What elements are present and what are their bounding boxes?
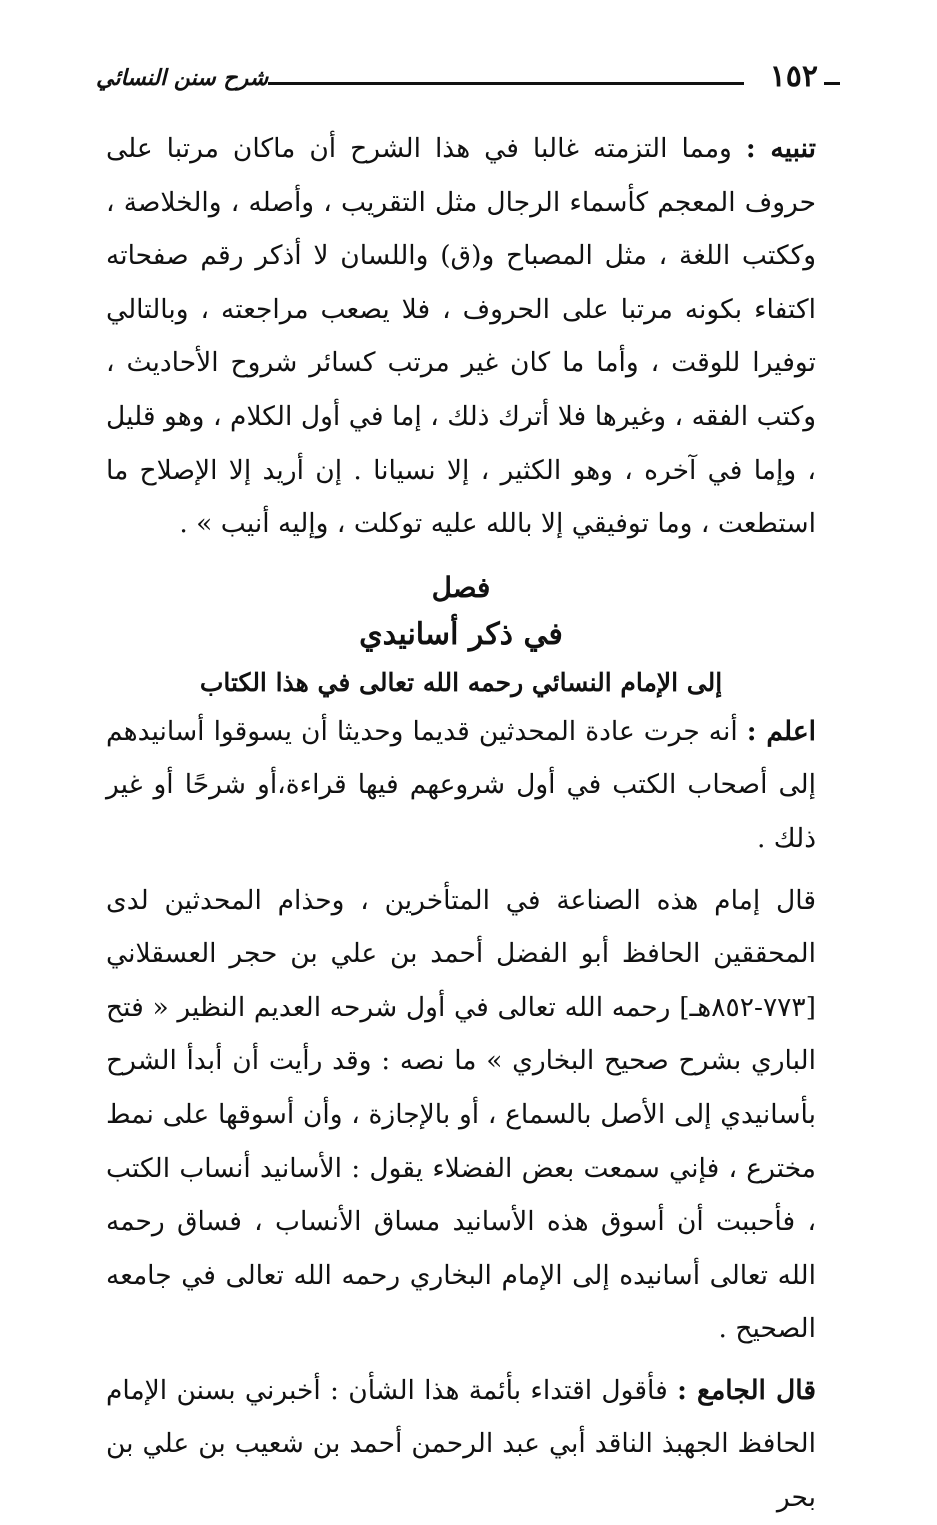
ilam-text: أنه جرت عادة المحدثين قديما وحديثا أن يسوقوا أسانيدهم إلى أصحاب الكتب في أول شروعهم فيها قراءة،أو شرحًا أو غير ذلك . [106,715,816,854]
qala-jami-text: فأقول اقتداء بأئمة هذا الشأن : أخبرني بسنن الإمام الحافظ الجهبذ الناقد أبي عبد الرحمن أحمد بن شعيب بن علي بن بحر [106,1374,816,1514]
qala-jami-paragraph [106,1364,816,1525]
page-number: ١٥٢ [769,59,818,94]
page-body [106,122,816,1525]
tanbih-text: ومما التزمته غالبا في هذا الشرح أن ماكان مرتبا على حروف المعجم كأسماء الرجال مثل التقريب ، وأصله ، والخلاصة ، وككتب اللغة ، مثل المصباح و(ق) واللسان لا أذكر رقم صفحاته اكتفاء بكونه مرتبا على الحروف ، فلا يصعب مراجعته ، وبالتالي توفيرا للوقت ، وأما ما كان غير مرتب كسائر شروح الأحاديث ، وكتب الفقه ، وغيرها فلا أترك ذلك ، إما في أول الكلام ، وهو قليل ، وإما في آخره ، وهو الكثير ، إلا نسيانا . إن أريد إلا الإصلاح ما استطعت ، وما توفيقي إلا بالله عليه توكلت ، وإليه أنيب » . [106,133,816,540]
running-header [96,58,818,98]
ibn-hajar-text: قال إمام هذه الصناعة في المتأخرين ، وحذام المحدثين لدى المحققين الحافظ أبو الفضل أحمد بن علي بن حجر العسقلاني [٧٧٣-٨٥٢هـ] رحمه الله تعالى في أول شرحه العديم النظير « فتح الباري بشرح صحيح البخاري » ما نصه : وقد رأيت أن أبدأ الشرح بأسانيدي إلى الأصل بالسماع ، أو بالإجازة ، وأن أسوقها على نمط مخترع ، فإني سمعت بعض الفضلاء يقول : الأسانيد أنساب الكتب ، فأحببت أن أسوق هذه الأسانيد مساق الأنساب ، فساق رحمه الله تعالى أسانيده إلى الإمام البخاري رحمه الله تعالى في جامعه الصحيح . [106,884,816,1345]
header-rule-short [824,82,840,85]
section-subheading: إلى الإمام النسائي رحمه الله تعالى في هذا الكتاب [199,667,723,697]
tanbih-lead: تنبيه : [745,133,816,164]
section-heading-fasl: فصل [431,570,491,604]
header-rule [268,82,744,85]
tanbih-paragraph [106,122,816,551]
ibn-hajar-paragraph [106,874,816,1356]
section-heading-asanid: في ذكر أسانيدي [359,616,563,652]
ilam-paragraph [106,705,816,866]
book-title: شرح سنن النسائي [96,65,269,91]
ilam-lead: اعلم : [746,715,817,747]
qala-jami-lead: قال الجامع : [677,1374,816,1406]
